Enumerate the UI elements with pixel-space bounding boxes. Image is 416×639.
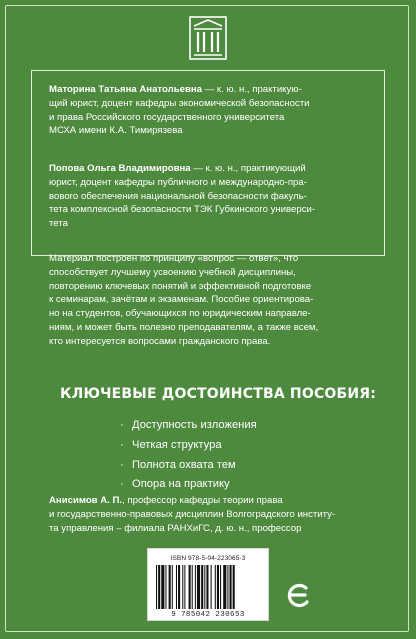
reviewer-name: Анисимов А. П. <box>49 495 123 506</box>
author-2-bio: Попова Ольга Владимировна — к. ю. н., практикующий юрист, доцент кафедры публичного и международно-пра- вового обеспечения национальной безопасности факуль- тета комплексной безопасности ТЭК Губкинского универси- тета <box>49 163 316 230</box>
barcode-digits: 9 785042 230653 <box>171 611 245 619</box>
author-2-name: Попова Ольга Владимировна <box>49 163 191 174</box>
author-1-bio: Маторина Татьяна Анатольевна — к. ю. н., практикую- щий юрист, доцент кафедры экономической безопасности и права Российского государственного университета МСХА имени К.А. Тимирязева <box>49 84 310 137</box>
reviewer-info: Анисимов А. П., профессор кафедры теории права и государственно-правовых дисциплин Волгоградского институ- та управления – филиала РАНХиГС, д. ю. н., профессор <box>49 495 336 534</box>
book-columns-logo <box>189 16 227 60</box>
bullet-icon: · <box>120 438 124 451</box>
advantages-list <box>120 416 257 495</box>
bullet-icon: · <box>120 478 124 491</box>
bullet-icon: · <box>120 458 124 471</box>
publisher-e-logo <box>283 580 313 610</box>
book-description: Материал построен по принципу «вопрос — ответ», что способствует лучшему усвоению учебной дисциплины, повторению ключевых понятий и эффективной подготовке к семинарам, зачётам и экзаменам. Пособие ориентирова- но на студентов, обучающихся по юридическим направле- ниям, и может быть полезно преподавателям, а также всем, кто интересуется вопросами гражданского права. <box>49 253 319 347</box>
isbn-number: ISBN 978-5-04-223065-3 <box>170 555 246 562</box>
author-1-name: Маторина Татьяна Анатольевна <box>49 84 202 95</box>
isbn-barcode <box>147 548 269 621</box>
list-item: · Полнота охвата тем <box>120 456 257 476</box>
list-item: · Четкая структура <box>120 436 257 456</box>
bullet-icon: · <box>120 419 124 431</box>
barcode-icon <box>156 565 262 611</box>
list-item: · Опора на практику <box>120 475 257 495</box>
list-item: · Доступность изложения <box>120 416 257 436</box>
advantages-heading: КЛЮЧЕВЫЕ ДОСТОИНСТВА ПОСОБИЯ: <box>60 386 377 402</box>
